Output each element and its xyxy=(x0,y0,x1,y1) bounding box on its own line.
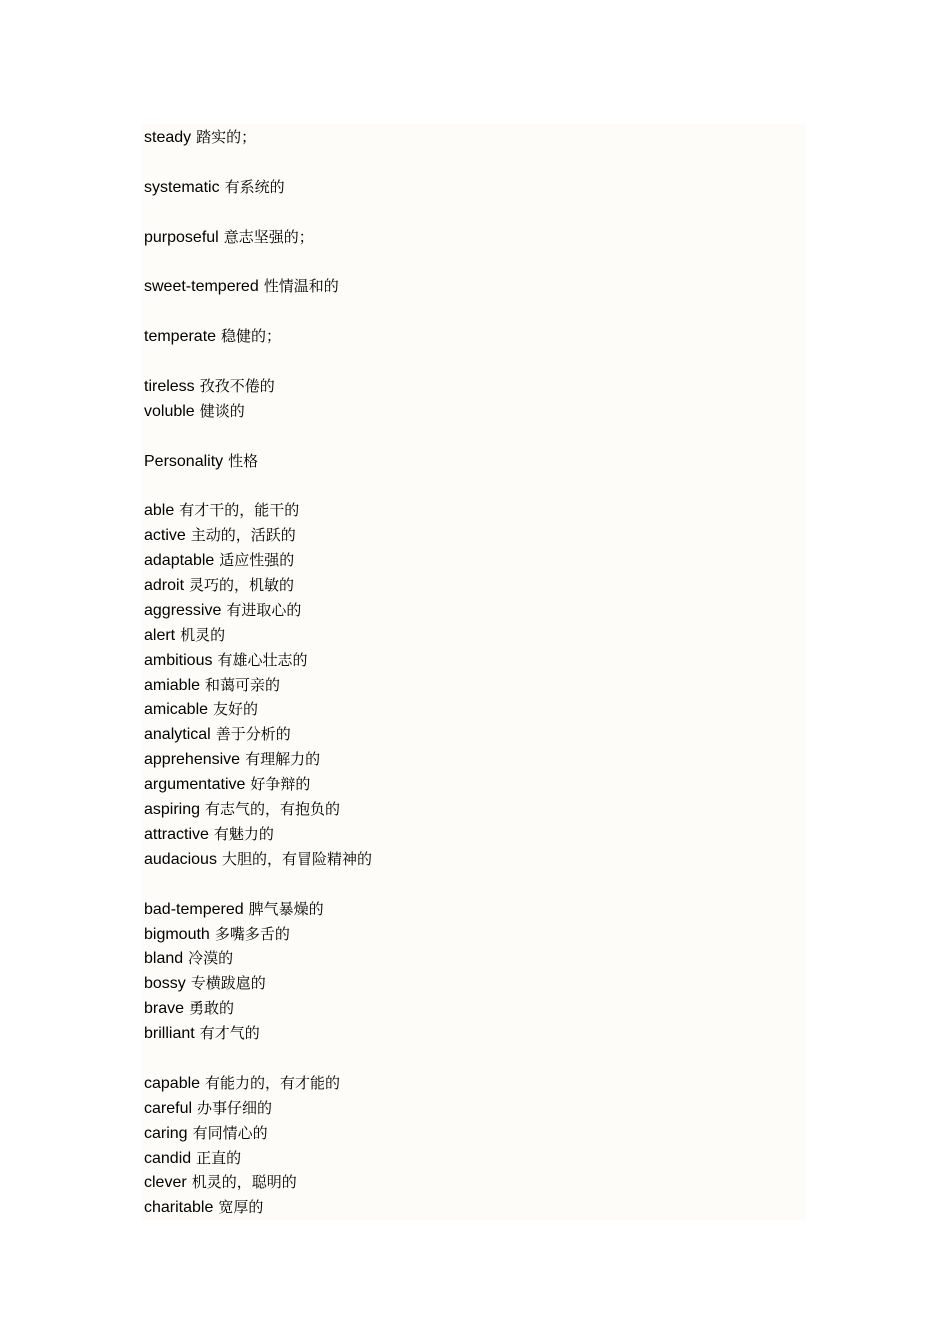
term: capable xyxy=(144,1074,201,1092)
blank-line xyxy=(144,349,372,374)
gloss: 多嘴多舌的 xyxy=(214,924,290,943)
gloss: 脾气暴燥的 xyxy=(248,899,324,918)
vocab-line xyxy=(144,623,372,648)
term: caring xyxy=(144,1124,188,1142)
term: adroit xyxy=(144,577,185,595)
gloss: 冷漠的 xyxy=(188,949,234,968)
term: attractive xyxy=(144,825,209,843)
gloss: 有魅力的 xyxy=(213,824,274,843)
term: ambitious xyxy=(144,651,213,669)
blank-line xyxy=(144,150,372,175)
gloss: 健谈的 xyxy=(199,401,245,420)
vocab-line xyxy=(144,946,372,971)
vocab-line xyxy=(144,548,372,573)
term: careful xyxy=(144,1099,193,1117)
gloss: 宽厚的 xyxy=(218,1198,264,1217)
vocab-line xyxy=(144,523,372,548)
vocab-line xyxy=(144,897,372,922)
gloss: 有才干的，能干的 xyxy=(179,501,300,520)
vocab-line xyxy=(144,847,372,872)
gloss: 和蔼可亲的 xyxy=(205,675,281,694)
blank-line xyxy=(144,200,372,225)
gloss: 稳健的； xyxy=(221,327,282,346)
term: brave xyxy=(144,1000,185,1018)
vocab-line xyxy=(144,922,372,947)
gloss: 踏实的； xyxy=(196,128,257,146)
vocab-line xyxy=(144,1146,372,1171)
term: analytical xyxy=(144,726,211,744)
blank-line xyxy=(144,299,372,324)
term: bad-tempered xyxy=(144,900,244,918)
gloss: 办事仔细的 xyxy=(197,1098,273,1117)
term: aspiring xyxy=(144,801,201,819)
gloss: 有能力的，有才能的 xyxy=(205,1073,341,1092)
vocab-line xyxy=(144,971,372,996)
heading-gloss: 性格 xyxy=(228,451,259,470)
gloss: 机灵的 xyxy=(180,625,226,644)
vocab-line xyxy=(144,1096,372,1121)
gloss: 灵巧的，机敏的 xyxy=(189,576,295,595)
gloss: 机灵的，聪明的 xyxy=(191,1173,297,1192)
term: amiable xyxy=(144,676,201,694)
vocab-line xyxy=(144,498,372,523)
gloss: 有志气的，有抱负的 xyxy=(205,800,341,819)
vocab-line xyxy=(144,324,372,349)
term: purposeful xyxy=(144,228,219,246)
vocab-line xyxy=(144,1170,372,1195)
vocab-line xyxy=(144,747,372,772)
vocab-line xyxy=(144,797,372,822)
gloss: 性情温和的 xyxy=(263,277,339,296)
vocab-line xyxy=(144,822,372,847)
gloss: 勇敢的 xyxy=(189,999,235,1018)
gloss: 有同情心的 xyxy=(192,1123,268,1142)
term: alert xyxy=(144,626,176,644)
section-heading xyxy=(144,449,372,474)
gloss: 有才气的 xyxy=(199,1024,260,1043)
gloss: 有理解力的 xyxy=(245,750,321,769)
gloss: 友好的 xyxy=(213,700,259,719)
vocab-line xyxy=(144,274,372,299)
blank-line xyxy=(144,872,372,897)
term: bigmouth xyxy=(144,925,210,943)
vocab-line xyxy=(144,722,372,747)
term: apprehensive xyxy=(144,751,241,769)
vocab-line xyxy=(144,1195,372,1220)
term: temperate xyxy=(144,328,217,346)
term: voluble xyxy=(144,402,195,420)
blank-line xyxy=(144,249,372,274)
term: amicable xyxy=(144,701,209,719)
gloss: 专横跋扈的 xyxy=(190,974,266,993)
term: active xyxy=(144,527,186,545)
vocab-line xyxy=(144,399,372,424)
vocab-line xyxy=(144,697,372,722)
term: steady xyxy=(144,129,192,146)
term: bland xyxy=(144,950,184,968)
vocab-line xyxy=(144,1021,372,1046)
vocab-line xyxy=(144,225,372,250)
vocab-line xyxy=(144,772,372,797)
vocab-line xyxy=(144,1071,372,1096)
blank-line xyxy=(144,424,372,449)
term: sweet-tempered xyxy=(144,278,259,296)
term: bossy xyxy=(144,975,186,993)
heading-term: Personality xyxy=(144,452,224,470)
gloss: 有进取心的 xyxy=(226,600,302,619)
vocab-line xyxy=(144,175,372,200)
term: able xyxy=(144,502,175,520)
vocabulary-list xyxy=(144,125,372,1220)
gloss: 意志坚强的； xyxy=(223,227,314,246)
vocab-line xyxy=(144,648,372,673)
vocab-line xyxy=(144,573,372,598)
vocab-line xyxy=(144,374,372,399)
gloss: 孜孜不倦的 xyxy=(199,376,275,395)
gloss: 大胆的，有冒险精神的 xyxy=(221,849,372,868)
term: tireless xyxy=(144,377,195,395)
blank-line xyxy=(144,1046,372,1071)
term: brilliant xyxy=(144,1025,195,1043)
blank-line xyxy=(144,473,372,498)
gloss: 有系统的 xyxy=(224,177,285,196)
gloss: 有雄心壮志的 xyxy=(217,650,308,669)
vocab-line xyxy=(144,673,372,698)
vocab-line xyxy=(144,125,372,150)
gloss: 适应性强的 xyxy=(219,551,295,570)
term: clever xyxy=(144,1174,187,1192)
vocab-line xyxy=(144,1121,372,1146)
gloss: 好争辩的 xyxy=(250,775,311,794)
term: candid xyxy=(144,1149,192,1167)
vocab-line xyxy=(144,996,372,1021)
term: audacious xyxy=(144,850,217,868)
term: systematic xyxy=(144,178,220,196)
gloss: 善于分析的 xyxy=(215,725,291,744)
gloss: 主动的，活跃的 xyxy=(190,526,296,545)
term: adaptable xyxy=(144,552,215,570)
gloss: 正直的 xyxy=(196,1148,242,1167)
term: charitable xyxy=(144,1199,214,1217)
term: aggressive xyxy=(144,601,222,619)
term: argumentative xyxy=(144,776,246,794)
vocab-line xyxy=(144,598,372,623)
